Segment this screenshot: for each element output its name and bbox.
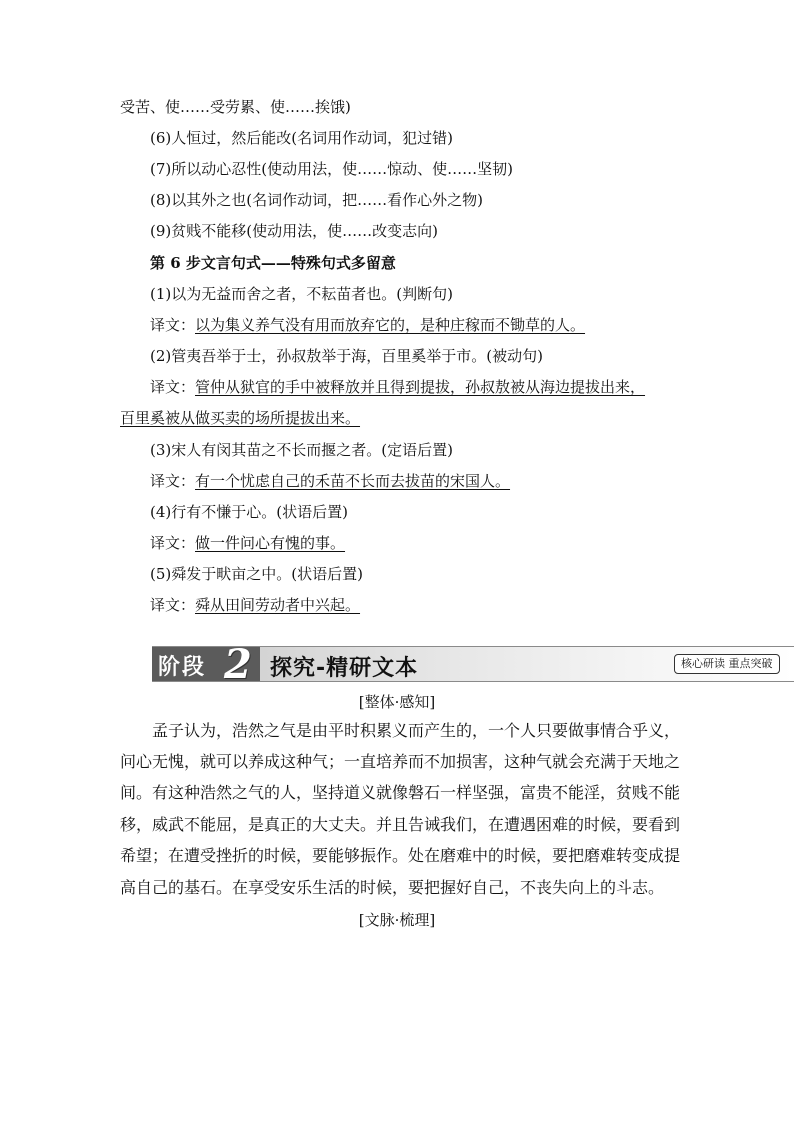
text-line: 受苦、使……受劳累、使……挨饿) bbox=[120, 98, 351, 116]
banner-tag: 核心研读 重点突破 bbox=[674, 654, 780, 674]
overview-line: 高自己的基石。在享受安乐生活的时候，要把握好自己，不丧失向上的斗志。 bbox=[120, 878, 665, 897]
outline-heading: [文脉·梳理] bbox=[358, 911, 436, 929]
translation-label: 译文： bbox=[150, 316, 196, 334]
translation-line bbox=[150, 315, 585, 335]
example-sentence: (3)宋人有闵其苗之不长而揠之者。(定语后置) bbox=[150, 441, 453, 459]
translation-text: 以为集义养气没有用而放弃它的，是种庄稼而不锄草的人。 bbox=[195, 316, 586, 334]
example-sentence: (2)管夷吾举于士，孙叔敖举于海，百里奚举于市。(被动句) bbox=[150, 347, 543, 365]
text-line: (9)贫贱不能移(使动用法，使……改变志向) bbox=[150, 222, 438, 240]
banner-stage-number: 2 bbox=[224, 641, 252, 688]
overview-line: 间。有这种浩然之气的人，坚持道义就像磐石一样坚强，富贵不能淫，贫贱不能 bbox=[120, 783, 681, 802]
example-sentence: (4)行有不慊于心。(状语后置) bbox=[150, 503, 348, 521]
translation-text: 有一个忧虑自己的禾苗不长而去拔苗的宋国人。 bbox=[195, 472, 511, 490]
translation-text: 百里奚被从做买卖的场所提拔出来。 bbox=[120, 409, 361, 427]
translation-label: 译文： bbox=[150, 534, 196, 552]
translation-label: 译文： bbox=[150, 596, 196, 614]
translation-line bbox=[150, 377, 645, 397]
banner-stage-label: 阶段 bbox=[158, 655, 207, 680]
overview-line: 希望；在遭受挫折的时候，要能够振作。处在磨难中的时候，要把磨难转变成提 bbox=[120, 846, 681, 865]
text-line: (6)人恒过，然后能改(名词用作动词，犯过错) bbox=[150, 129, 453, 147]
translation-label: 译文： bbox=[150, 378, 196, 396]
translation-line bbox=[150, 471, 510, 491]
example-sentence: (1)以为无益而舍之者，不耘苗者也。(判断句) bbox=[150, 285, 453, 303]
section-heading: 第 6 步文言句式——特殊句式多留意 bbox=[150, 254, 396, 272]
overview-line: 问心无愧，就可以养成这种气；一直培养而不加损害，这种气就会充满于天地之 bbox=[120, 752, 681, 771]
banner-title: 探究-精研文本 bbox=[270, 656, 419, 681]
text-line: (7)所以动心忍性(使动用法，使……惊动、使……坚韧) bbox=[150, 160, 513, 178]
translation-line bbox=[150, 533, 345, 553]
example-sentence: (5)舜发于畎亩之中。(状语后置) bbox=[150, 565, 363, 583]
section-banner bbox=[152, 641, 794, 688]
translation-text: 做一件问心有愧的事。 bbox=[195, 534, 346, 552]
translation-text: 舜从田间劳动者中兴起。 bbox=[195, 596, 361, 614]
overview-heading: [整体·感知] bbox=[358, 693, 436, 711]
translation-text: 管仲从狱官的手中被释放并且得到提拔，孙叔敖被从海边提拔出来， bbox=[195, 378, 646, 396]
translation-line bbox=[150, 595, 360, 615]
text-line: (8)以其外之也(名词作动词，把……看作心外之物) bbox=[150, 191, 483, 209]
overview-line: 移，威武不能屈，是真正的大丈夫。并且告诫我们，在遭遇困难的时候，要看到 bbox=[120, 815, 681, 834]
overview-line: 孟子认为，浩然之气是由平时积累义而产生的，一个人只要做事情合乎义， bbox=[120, 721, 681, 740]
translation-label: 译文： bbox=[150, 472, 196, 490]
